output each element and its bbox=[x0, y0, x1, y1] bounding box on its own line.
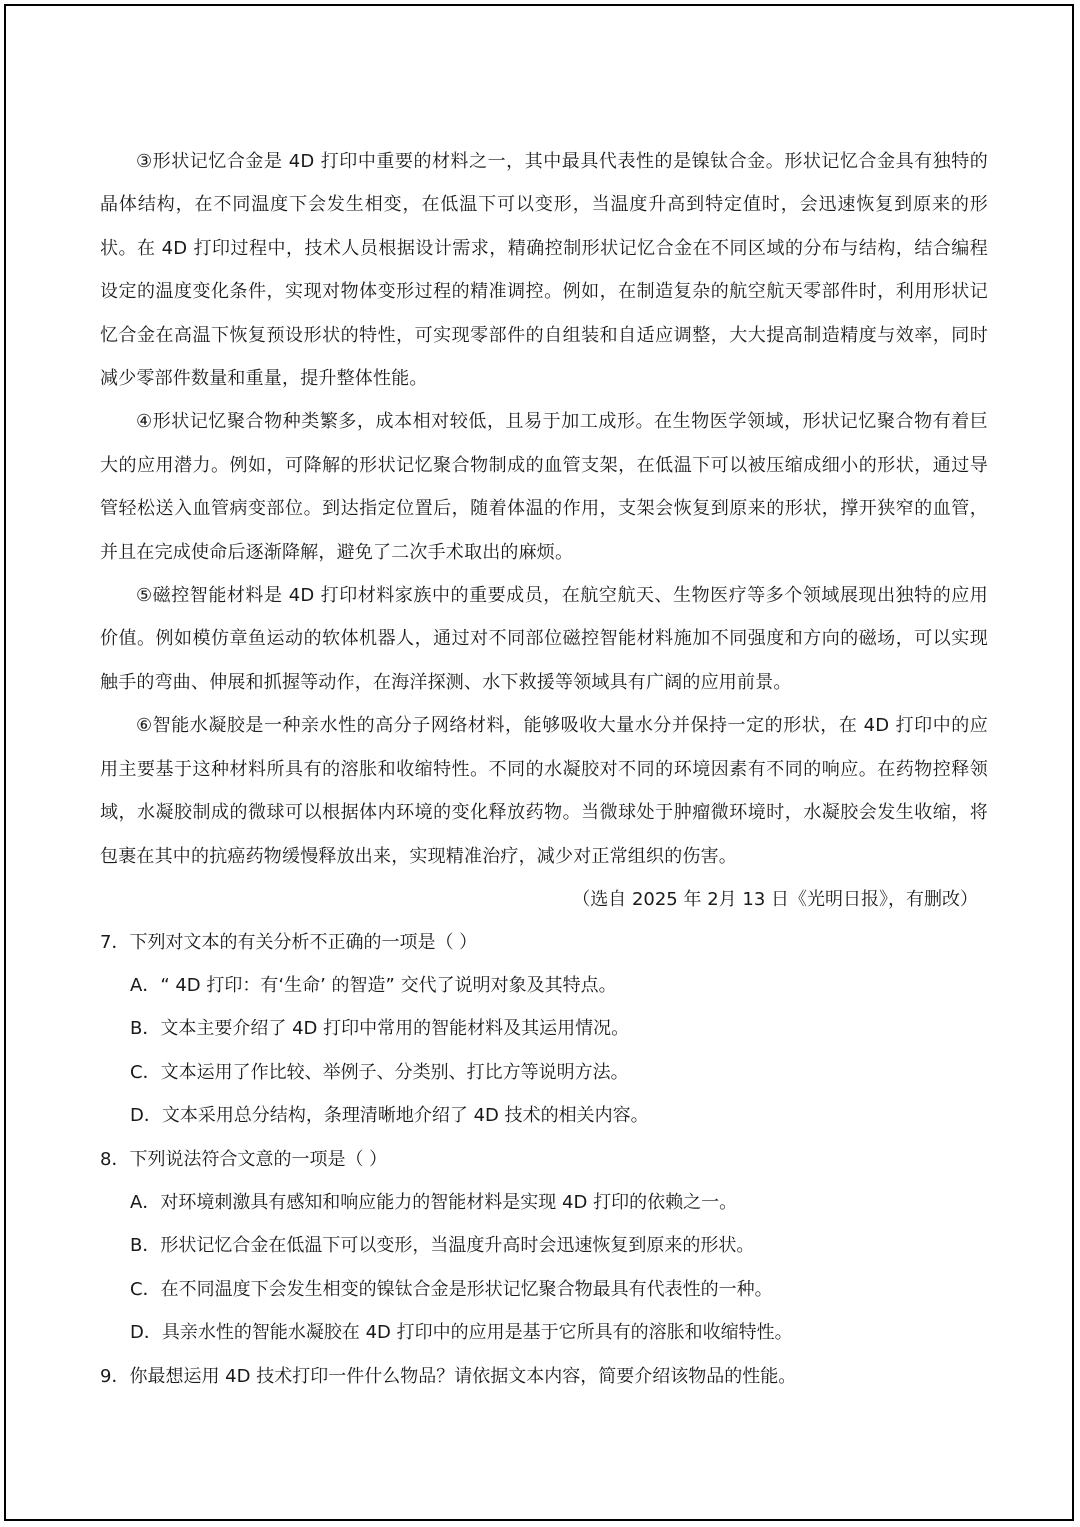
option-a: A．对环境刺激具有感知和响应能力的智能材料是实现 4D 打印的依赖之一。 bbox=[130, 1191, 738, 1213]
option-b: B．文本主要介绍了 4D 打印中常用的智能材料及其运用情况。 bbox=[130, 1018, 630, 1040]
option-d: D．具亲水性的智能水凝胶在 4D 打印中的应用是基于它所具有的溶胀和收缩特性。 bbox=[130, 1322, 793, 1344]
question-stem: 9．你最想运用 4D 技术打印一件什么物品？请依据文本内容，简要介绍该物品的性能。 bbox=[100, 1365, 797, 1387]
option-d: D．文本采用总分结构，条理清晰地介绍了 4D 技术的相关内容。 bbox=[130, 1105, 649, 1127]
option-list bbox=[100, 964, 988, 1138]
question-9 bbox=[100, 1355, 988, 1398]
document-page bbox=[4, 4, 1074, 1521]
document-content bbox=[100, 140, 988, 1398]
option-list bbox=[100, 1181, 988, 1355]
question-8 bbox=[100, 1138, 988, 1355]
paragraph-4: ④形状记忆聚合物种类繁多，成本相对较低，且易于加工成形。在生物医学领域，形状记忆聚合物有着巨大的应用潜力。例如，可降解的形状记忆聚合物制成的血管支架，在低温下可以被压缩成细小的形状，通过导管轻松送入血管病变部位。到达指定位置后，随着体温的作用，支架会恢复到原来的形状，撑开狭窄的血管，并且在完成使命后逐渐降解，避免了二次手术取出的麻烦。 bbox=[100, 411, 988, 563]
question-stem: 8．下列说法符合文意的一项是（ ） bbox=[100, 1148, 388, 1170]
option-c: C．在不同温度下会发生相变的镍钛合金是形状记忆聚合物最具有代表性的一种。 bbox=[130, 1278, 773, 1300]
paragraph-5: ⑤磁控智能材料是 4D 打印材料家族中的重要成员，在航空航天、生物医疗等多个领域展现出独特的应用价值。例如模仿章鱼运动的软体机器人，通过对不同部位磁控智能材料施加不同强度和方向的磁场，可以实现触手的弯曲、伸展和抓握等动作，在海洋探测、水下救援等领域具有广阔的应用前景。 bbox=[100, 585, 988, 693]
question-7 bbox=[100, 921, 988, 1138]
source-citation: （选自 2025 年 2月 13 日《光明日报》，有删改） bbox=[572, 888, 978, 910]
option-b: B．形状记忆合金在低温下可以变形，当温度升高时会迅速恢复到原来的形状。 bbox=[130, 1235, 755, 1257]
option-c: C．文本运用了作比较、举例子、分类别、打比方等说明方法。 bbox=[130, 1061, 629, 1083]
option-a: A．“ 4D 打印：有‘生命’ 的智造” 交代了说明对象及其特点。 bbox=[130, 974, 617, 996]
paragraph-3: ③形状记忆合金是 4D 打印中重要的材料之一，其中最具代表性的是镍钛合金。形状记忆合金具有独特的晶体结构，在不同温度下会发生相变，在低温下可以变形，当温度升高到特定值时，会迅速恢复到原来的形状。在 4D 打印过程中，技术人员根据设计需求，精确控制形状记忆合金在不同区域的分布与结构，结合编程设定的温度变化条件，实现对物体变形过程的精准调控。例如，在制造复杂的航空航天零部件时，利用形状记忆合金在高温下恢复预设形状的特性，可实现零部件的自组装和自适应调整，大大提高制造精度与效率，同时减少零部件数量和重量，提升整体性能。 bbox=[100, 151, 988, 390]
paragraph-6: ⑥智能水凝胶是一种亲水性的高分子网络材料，能够吸收大量水分并保持一定的形状，在 4D 打印中的应用主要基于这种材料所具有的溶胀和收缩特性。不同的水凝胶对不同的环境因素有不同的响应。在药物控释领域，水凝胶制成的微球可以根据体内环境的变化释放药物。当微球处于肿瘤微环境时，水凝胶会发生收缩，将包裹在其中的抗癌药物缓慢释放出来，实现精准治疗，减少对正常组织的伤害。 bbox=[100, 715, 988, 867]
question-stem: 7．下列对文本的有关分析不正确的一项是（ ） bbox=[100, 931, 478, 953]
